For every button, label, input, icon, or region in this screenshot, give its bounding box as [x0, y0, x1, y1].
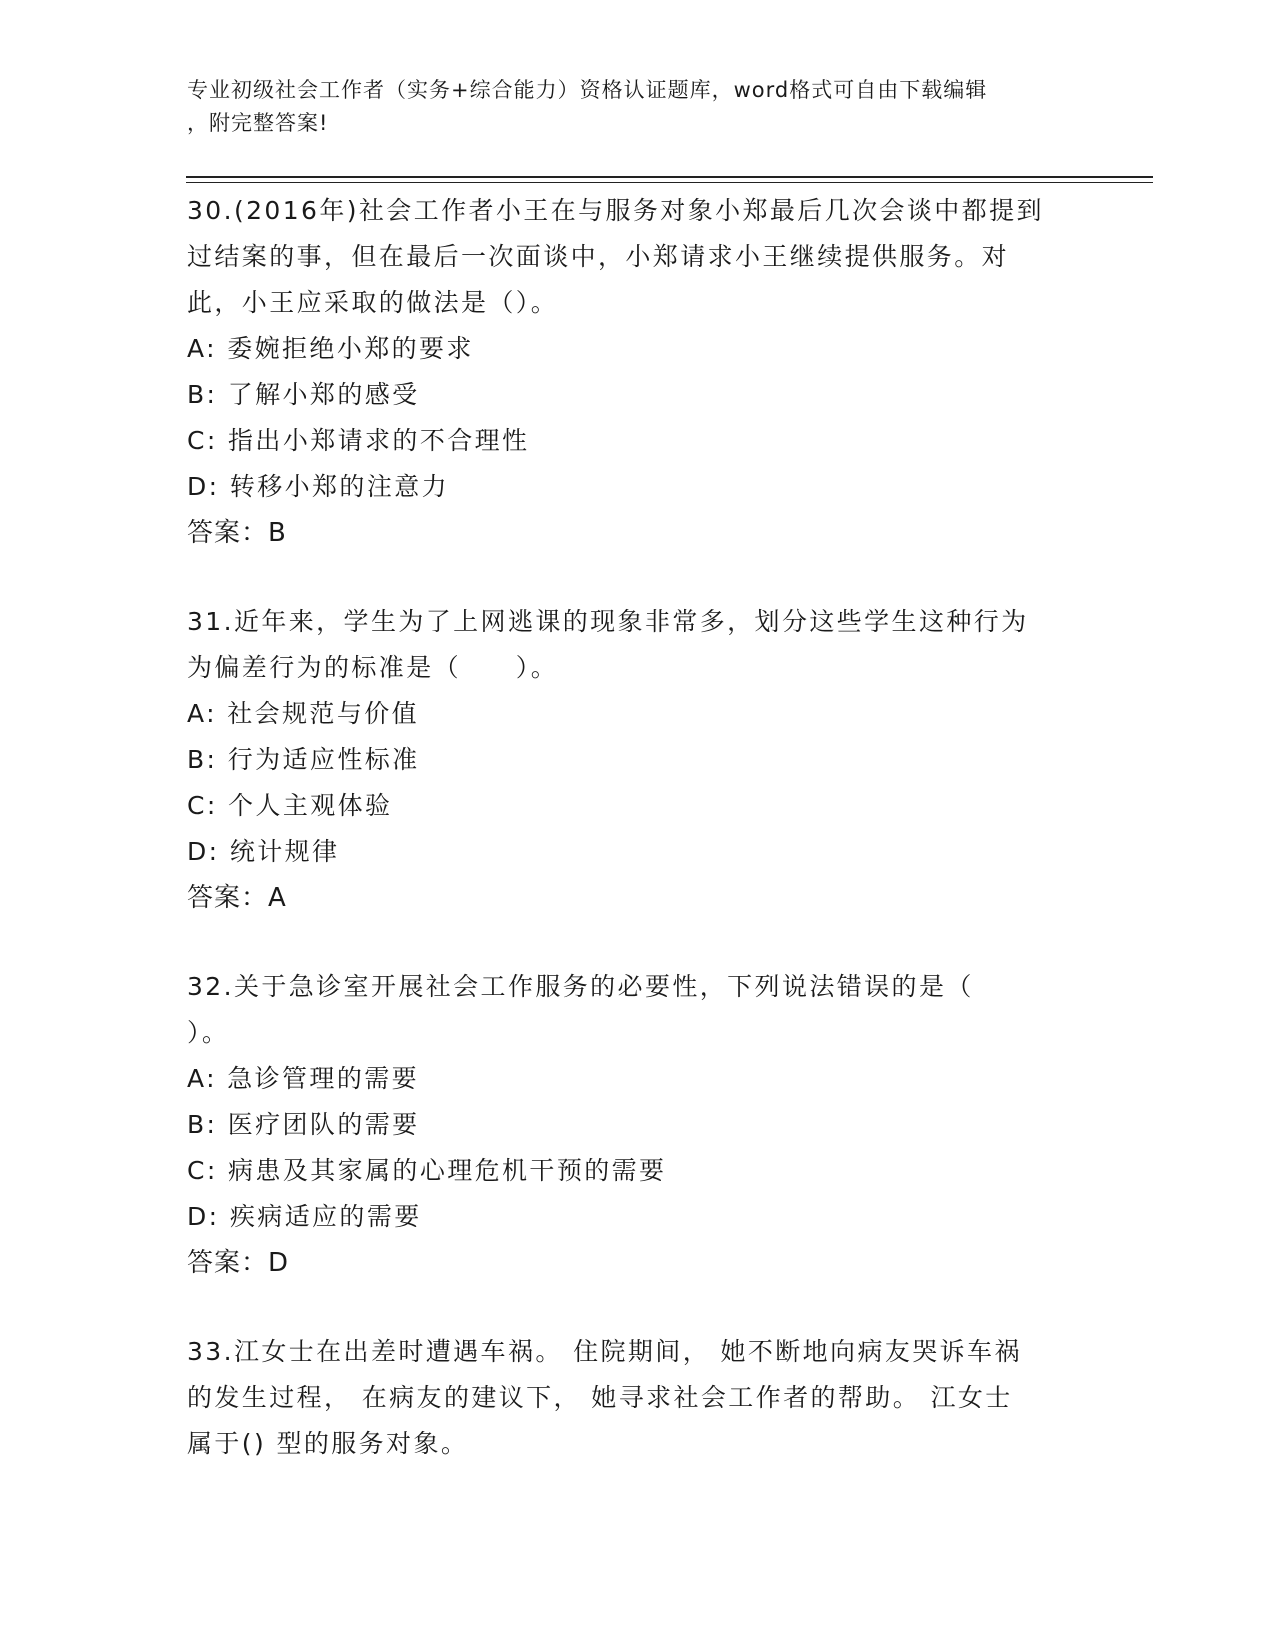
option-d: D: 转移小郑的注意力 [187, 472, 450, 501]
question-32 [187, 964, 1087, 1286]
option-a: A: 委婉拒绝小郑的要求 [187, 334, 474, 363]
option-d: D: 统计规律 [187, 837, 340, 866]
question-spacer [187, 921, 1087, 964]
header-divider-thick [186, 176, 1153, 178]
question-spacer [187, 1286, 1087, 1329]
question-stem-line: 属于() 型的服务对象。 [187, 1429, 469, 1458]
question-stem-line: 过结案的事，但在最后一次面谈中，小郑请求小王继续提供服务。对 [187, 242, 1010, 271]
option-c: C: 指出小郑请求的不合理性 [187, 426, 530, 455]
option-b: B: 行为适应性标准 [187, 745, 420, 774]
question-stem-line: 为偏差行为的标准是（ ）。 [187, 653, 559, 682]
question-list [187, 188, 1087, 1467]
answer-label: 答案：A [187, 883, 287, 913]
question-stem-line: 33.江女士在出差时遭遇车祸。 住院期间， 她不断地向病友哭诉车祸 [187, 1337, 1022, 1366]
question-33 [187, 1329, 1087, 1467]
option-c: C: 病患及其家属的心理危机干预的需要 [187, 1156, 667, 1185]
header-line-1: 专业初级社会工作者（实务+综合能力）资格认证题库，word格式可自由下载编辑 [187, 78, 988, 102]
option-b: B: 医疗团队的需要 [187, 1110, 420, 1139]
question-stem-line: 的发生过程， 在病友的建议下， 她寻求社会工作者的帮助。 江女士 [187, 1383, 1013, 1412]
answer-label: 答案：B [187, 518, 287, 548]
option-a: A: 急诊管理的需要 [187, 1064, 420, 1093]
option-b: B: 了解小郑的感受 [187, 380, 420, 409]
option-d: D: 疾病适应的需要 [187, 1202, 422, 1231]
question-stem-line: ）。 [187, 1018, 230, 1047]
question-stem-line: 30.(2016年)社会工作者小王在与服务对象小郑最后几次会谈中都提到 [187, 196, 1044, 225]
document-header [187, 74, 1087, 140]
answer-label: 答案：D [187, 1248, 290, 1278]
header-line-2: ，附完整答案! [187, 111, 329, 135]
question-stem-line: 31.近年来，学生为了上网逃课的现象非常多，划分这些学生这种行为 [187, 607, 1029, 636]
header-divider-thin [186, 182, 1153, 183]
question-31 [187, 599, 1087, 921]
question-stem-line: 此，小王应采取的做法是（）。 [187, 288, 559, 317]
option-c: C: 个人主观体验 [187, 791, 393, 820]
question-30 [187, 188, 1087, 556]
question-spacer [187, 556, 1087, 599]
question-stem-line: 32.关于急诊室开展社会工作服务的必要性，下列说法错误的是（ [187, 972, 974, 1001]
option-a: A: 社会规范与价值 [187, 699, 420, 728]
